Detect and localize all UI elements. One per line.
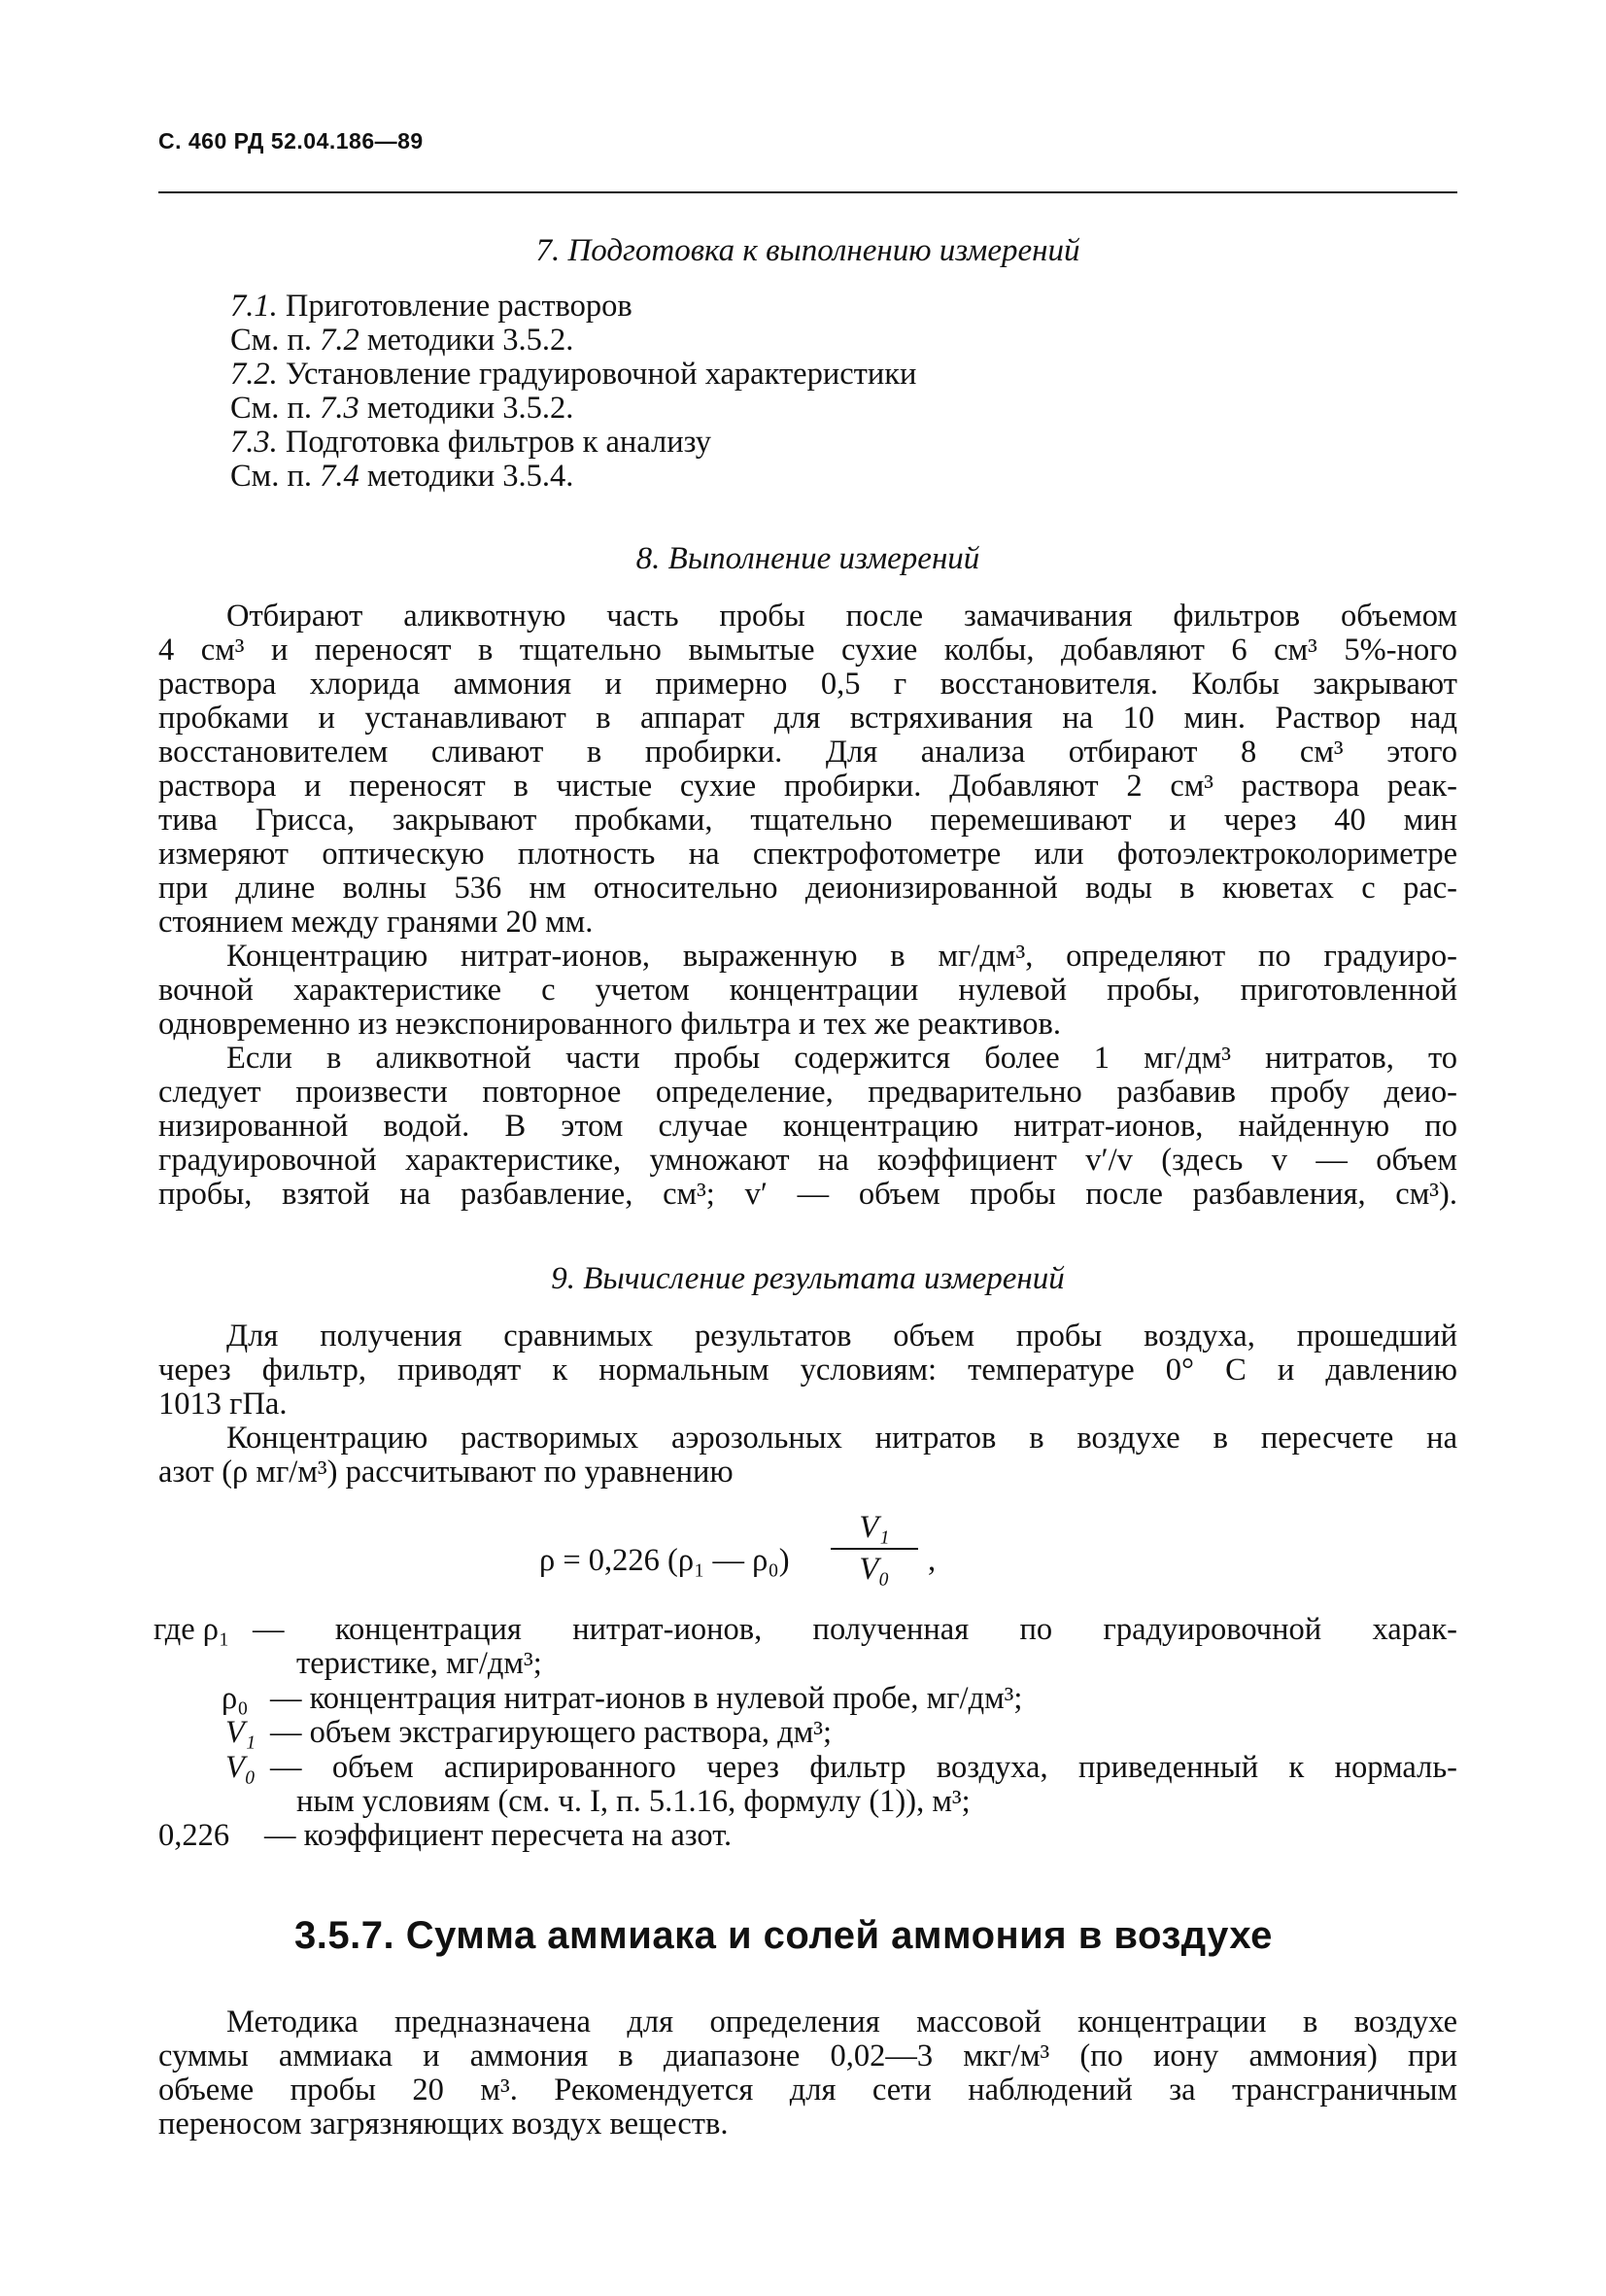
text-line: суммы аммиака и аммония в диапазоне 0,02—3 мкг/м³ (по иону аммония) при (158, 2039, 1457, 2073)
text-line: вочной характеристике с учетом концентрации нулевой пробы, приготовленной (158, 973, 1457, 1008)
section-8-title: 8. Выполнение измерений (635, 541, 980, 576)
text-line: объеме пробы 20 м³. Рекомендуется для сети наблюдений за трансграничным (158, 2073, 1457, 2108)
text-line: раствора и переносят в чистые сухие пробирки. Добавляют 2 см³ раствора реак- (158, 769, 1457, 804)
header-rule (158, 191, 1457, 193)
text-line: пробы, взятой на разбавление, см³; v′ — объем пробы после разбавления, см³). (158, 1177, 1457, 1212)
legend-text: — объем экстрагирующего раствора, дм³; (270, 1715, 833, 1750)
text-line: восстановителем сливают в пробирки. Для анализа отбирают 8 см³ этого (158, 735, 1457, 770)
list-item: См. п. 7.4 методики 3.5.4. (230, 459, 574, 494)
formula-numerator: V₁ (859, 1510, 890, 1545)
legend-symbol: ρ₀ (222, 1681, 249, 1716)
text-line: раствора хлорида аммония и примерно 0,5 г восстановителя. Колбы закрывают (158, 667, 1457, 702)
legend-text: — коэффициент пересчета на азот. (264, 1818, 733, 1853)
formula (539, 1511, 1044, 1608)
text-line: 1013 гПа. (158, 1387, 288, 1422)
legend-text: — концентрация нитрат-ионов в нулевой пробе, мг/дм³; (270, 1681, 1023, 1716)
legend-text: теристике, мг/дм³; (296, 1646, 542, 1681)
section-3-5-7-body (158, 2005, 1457, 2142)
list-item: См. п. 7.3 методики 3.5.2. (230, 391, 574, 426)
fraction-bar (831, 1548, 918, 1550)
list-item: 7.1. Приготовление растворов (230, 289, 632, 324)
section-7-list (230, 290, 1396, 494)
text-line: переносом загрязняющих воздух веществ. (158, 2107, 729, 2142)
running-head: С. 460 РД 52.04.186—89 (158, 128, 424, 154)
text-line: Если в аликвотной части пробы содержится более 1 мг/дм³ нитратов, то (226, 1041, 1457, 1076)
section-7-title: 7. Подготовка к выполнению измерений (535, 233, 1080, 268)
legend-symbol: где ρ₁ (154, 1612, 230, 1647)
section-8-heading (158, 539, 1457, 578)
text-line: азот (ρ мг/м³) рассчитывают по уравнению (158, 1455, 734, 1490)
formula-lhs: ρ = 0,226 (ρ₁ — ρ₀) (539, 1543, 790, 1578)
list-item: См. п. 7.2 методики 3.5.2. (230, 323, 574, 358)
legend-symbol: 0,226 (158, 1818, 230, 1853)
text-line: 4 см³ и переносят в тщательно вымытые сухие колбы, добавляют 6 см³ 5%-ного (158, 633, 1457, 668)
text-line: Концентрацию нитрат-ионов, выраженную в мг/дм³, определяют по градуиро- (226, 939, 1457, 974)
text-line: градуировочной характеристике, умножают на коэффициент v′/v (здесь v — объем (158, 1143, 1457, 1178)
list-item: 7.3. Подготовка фильтров к анализу (230, 425, 712, 460)
section-9-body (158, 1319, 1457, 1490)
legend-text: ным условиям (см. ч. I, п. 5.1.16, формулу (1)), м³; (296, 1784, 971, 1819)
text-line: через фильтр, приводят к нормальным условиям: температуре 0° С и давлению (158, 1353, 1457, 1388)
text-line: тива Грисса, закрывают пробками, тщательно перемешивают и через 40 мин (158, 803, 1457, 838)
text-line: следует произвести повторное определение, предварительно разбавив пробу деио- (158, 1075, 1457, 1110)
text-line: низированной водой. В этом случае концентрацию нитрат-ионов, найденную по (158, 1109, 1457, 1144)
text-line: одновременно из неэкспонированного фильтра и тех же реактивов. (158, 1007, 1062, 1042)
formula-tail: , (928, 1543, 937, 1578)
legend-symbol: V₁ (225, 1715, 256, 1750)
legend-text: — концентрация нитрат-ионов, полученная по градуировочной харак- (253, 1612, 1457, 1647)
text-line: Концентрацию растворимых аэрозольных нитратов в воздухе в пересчете на (226, 1421, 1457, 1456)
section-7 (158, 231, 1457, 270)
text-line: Для получения сравнимых результатов объем пробы воздуха, прошедший (226, 1319, 1457, 1354)
section-3-5-7-title: 3.5.7. Сумма аммиака и солей аммония в воздухе (294, 1914, 1273, 1957)
text-line: измеряют оптическую плотность на спектрофотометре или фотоэлектроколориметре (158, 837, 1457, 872)
formula-denominator: V₀ (859, 1552, 890, 1587)
text-line: стоянием между гранями 20 мм. (158, 905, 594, 940)
section-9-title: 9. Вычисление результата измерений (551, 1261, 1065, 1296)
text-line: Отбирают аликвотную часть пробы после замачивания фильтров объемом (226, 599, 1457, 634)
section-9-heading (158, 1259, 1457, 1298)
list-item: 7.2. Установление градуировочной характеристики (230, 357, 917, 392)
text-line: при длине волны 536 нм относительно деионизированной воды в кюветах с рас- (158, 871, 1457, 906)
formula-fraction (831, 1511, 918, 1587)
legend-symbol: V₀ (225, 1750, 256, 1785)
legend-text: — объем аспирированного через фильтр воздуха, приведенный к нормаль- (270, 1750, 1457, 1785)
text-line: Методика предназначена для определения массовой концентрации в воздухе (226, 2005, 1457, 2039)
section-8-body (158, 600, 1457, 1212)
text-line: пробками и устанавливают в аппарат для встряхивания на 10 мин. Раствор над (158, 701, 1457, 736)
